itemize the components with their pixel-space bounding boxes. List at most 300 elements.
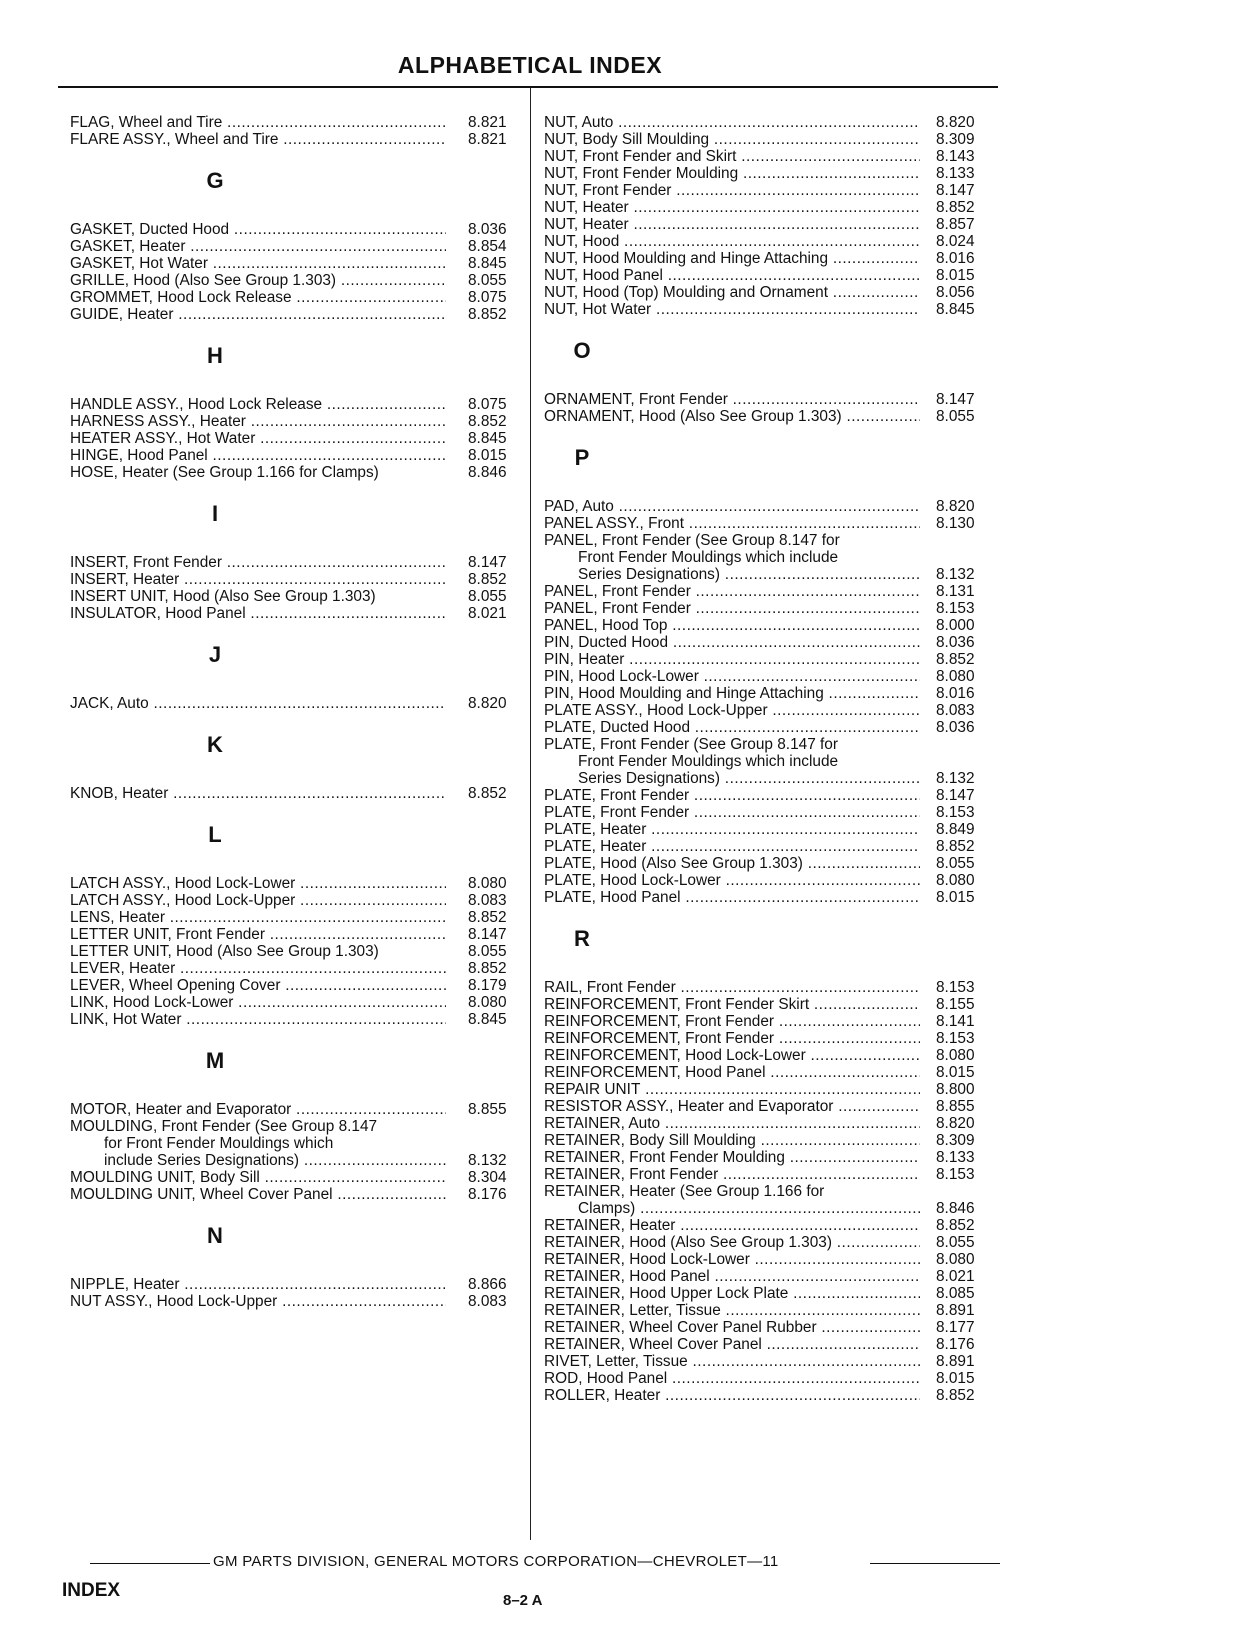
entry-name: GASKET, Hot Water ..... <box>70 255 446 272</box>
index-entry <box>544 1370 990 1387</box>
entry-name: REINFORCEMENT, Hood Lock-Lower ..... <box>544 1047 920 1064</box>
entry-name: PLATE, Ducted Hood ..... <box>544 719 920 736</box>
entry-group-number: 8.304 <box>468 1169 507 1186</box>
entry-group-number: 8.852 <box>468 960 507 977</box>
entry-name: REINFORCEMENT, Front Fender Skirt ..... <box>544 996 920 1013</box>
entry-group-number: 8.080 <box>936 1047 975 1064</box>
section-letter: L <box>208 822 222 847</box>
entry-group-number: 8.130 <box>936 515 975 532</box>
entry-group-number: 8.153 <box>936 1166 975 1183</box>
index-entry <box>70 1152 520 1169</box>
index-entry <box>544 600 990 617</box>
index-entry <box>544 821 990 838</box>
entry-name: HARNESS ASSY., Heater ..... <box>70 413 446 430</box>
index-entry <box>544 549 990 566</box>
entry-name: Series Designations) ..... <box>578 770 920 787</box>
entry-name: NUT, Hood Moulding and Hinge Attaching ..... <box>544 250 920 267</box>
page-title: ALPHABETICAL INDEX <box>397 52 663 78</box>
entry-group-number: 8.080 <box>936 872 975 889</box>
index-entry <box>70 131 520 148</box>
entry-group-number: 8.852 <box>468 306 507 323</box>
index-entry <box>70 554 520 571</box>
entry-group-number: 8.800 <box>936 1081 975 1098</box>
entry-group-number: 8.036 <box>936 719 975 736</box>
index-entry <box>544 838 990 855</box>
footer-rule-left <box>90 1563 210 1564</box>
index-entry <box>544 566 990 583</box>
entry-group-number: 8.000 <box>936 617 975 634</box>
entry-name: RETAINER, Heater (See Group 1.166 for <box>544 1183 825 1200</box>
entry-group-number: 8.852 <box>468 571 507 588</box>
entry-group-number: 8.055 <box>468 588 507 605</box>
entry-group-number: 8.021 <box>936 1268 975 1285</box>
index-entry <box>70 588 520 605</box>
index-entry <box>544 702 990 719</box>
index-entry <box>70 1118 520 1135</box>
entry-name: PIN, Heater ..... <box>544 651 920 668</box>
entry-group-number: 8.845 <box>468 1011 507 1028</box>
index-entry <box>544 1251 990 1268</box>
entry-group-number: 8.852 <box>936 838 975 855</box>
page-number: 8–2 A <box>503 1592 543 1609</box>
entry-group-number: 8.866 <box>468 1276 507 1293</box>
index-entry <box>70 785 520 802</box>
index-entry <box>544 1149 990 1166</box>
index-entry <box>70 1186 520 1203</box>
entry-group-number: 8.845 <box>468 430 507 447</box>
entry-group-number: 8.153 <box>936 600 975 617</box>
entry-group-number: 8.133 <box>936 1149 975 1166</box>
entry-name: LETTER UNIT, Front Fender ..... <box>70 926 446 943</box>
entry-group-number: 8.147 <box>468 554 507 571</box>
index-entry <box>544 1387 990 1404</box>
entry-name: REINFORCEMENT, Front Fender ..... <box>544 1030 920 1047</box>
index-entry <box>544 753 990 770</box>
entry-name: LINK, Hot Water ..... <box>70 1011 446 1028</box>
index-entry <box>544 736 990 753</box>
entry-group-number: 8.147 <box>936 182 975 199</box>
entry-name: REINFORCEMENT, Front Fender ..... <box>544 1013 920 1030</box>
entry-name: INSERT, Heater ..... <box>70 571 446 588</box>
entry-name: KNOB, Heater ..... <box>70 785 446 802</box>
entry-name: MOULDING UNIT, Wheel Cover Panel ..... <box>70 1186 446 1203</box>
index-entry <box>544 1064 990 1081</box>
entry-group-number: 8.845 <box>468 255 507 272</box>
entry-group-number: 8.080 <box>936 668 975 685</box>
entry-name: PLATE, Front Fender ..... <box>544 804 920 821</box>
entry-group-number: 8.143 <box>936 148 975 165</box>
entry-name: PIN, Hood Lock-Lower ..... <box>544 668 920 685</box>
index-entry <box>544 1336 990 1353</box>
index-entry <box>70 1135 520 1152</box>
entry-name: REINFORCEMENT, Hood Panel ..... <box>544 1064 920 1081</box>
entry-name: PLATE, Hood (Also See Group 1.303) ..... <box>544 855 920 872</box>
index-entry <box>544 1115 990 1132</box>
index-entry <box>544 979 990 996</box>
entry-name: RETAINER, Wheel Cover Panel Rubber ..... <box>544 1319 920 1336</box>
index-entry <box>70 272 520 289</box>
section-letter: K <box>207 732 223 757</box>
entry-name: RETAINER, Heater ..... <box>544 1217 920 1234</box>
index-entry <box>544 1013 990 1030</box>
entry-name: PLATE ASSY., Hood Lock-Upper ..... <box>544 702 920 719</box>
index-entry <box>70 413 520 430</box>
index-entry <box>544 216 990 233</box>
entry-group-number: 8.083 <box>936 702 975 719</box>
entry-name: NUT, Hood Panel ..... <box>544 267 920 284</box>
entry-name: PANEL, Hood Top ..... <box>544 617 920 634</box>
entry-name: HOSE, Heater (See Group 1.166 for Clamps) <box>70 464 379 481</box>
index-entry <box>70 114 520 131</box>
index-entry <box>544 532 990 549</box>
index-entry <box>544 1166 990 1183</box>
entry-name: PANEL, Front Fender ..... <box>544 600 920 617</box>
section-letter: O <box>573 338 591 363</box>
entry-name: NUT, Heater ..... <box>544 216 920 233</box>
entry-group-number: 8.016 <box>936 685 975 702</box>
entry-group-number: 8.015 <box>936 1064 975 1081</box>
index-entry <box>70 1293 520 1310</box>
index-entry <box>544 1285 990 1302</box>
index-entry <box>70 221 520 238</box>
footer-text: GM PARTS DIVISION, GENERAL MOTORS CORPORATION—CHEVROLET—11 <box>213 1553 779 1570</box>
index-entry <box>544 1234 990 1251</box>
entry-name: RETAINER, Letter, Tissue ..... <box>544 1302 920 1319</box>
entry-name: PLATE, Front Fender (See Group 8.147 for <box>544 736 838 753</box>
entry-name: MOTOR, Heater and Evaporator ..... <box>70 1101 446 1118</box>
index-entry <box>544 719 990 736</box>
entry-group-number: 8.055 <box>936 408 975 425</box>
index-entry <box>70 892 520 909</box>
entry-name: RETAINER, Auto ..... <box>544 1115 920 1132</box>
entry-name: PLATE, Hood Lock-Lower ..... <box>544 872 920 889</box>
entry-name: PANEL ASSY., Front ..... <box>544 515 920 532</box>
index-entry <box>70 255 520 272</box>
entry-group-number: 8.080 <box>468 875 507 892</box>
entry-group-number: 8.820 <box>936 114 975 131</box>
entry-group-number: 8.155 <box>936 996 975 1013</box>
index-entry <box>70 306 520 323</box>
entry-group-number: 8.036 <box>468 221 507 238</box>
entry-name: LATCH ASSY., Hood Lock-Lower ..... <box>70 875 446 892</box>
index-entry <box>544 233 990 250</box>
entry-name: ORNAMENT, Front Fender ..... <box>544 391 920 408</box>
entry-group-number: 8.132 <box>468 1152 507 1169</box>
entry-name: PLATE, Hood Panel ..... <box>544 889 920 906</box>
entry-group-number: 8.083 <box>468 892 507 909</box>
entry-group-number: 8.820 <box>468 695 507 712</box>
entry-name: FLAG, Wheel and Tire ..... <box>70 114 446 131</box>
index-entry <box>544 250 990 267</box>
index-entry <box>544 668 990 685</box>
entry-name: LEVER, Wheel Opening Cover ..... <box>70 977 446 994</box>
entry-name: GROMMET, Hood Lock Release ..... <box>70 289 446 306</box>
index-entry <box>544 1098 990 1115</box>
entry-group-number: 8.147 <box>936 787 975 804</box>
index-entry <box>544 182 990 199</box>
entry-group-number: 8.055 <box>936 855 975 872</box>
entry-name: for Front Fender Mouldings which <box>104 1135 334 1152</box>
entry-group-number: 8.849 <box>936 821 975 838</box>
index-entry <box>544 855 990 872</box>
entry-name: RETAINER, Front Fender Moulding ..... <box>544 1149 920 1166</box>
entry-group-number: 8.133 <box>936 165 975 182</box>
entry-group-number: 8.016 <box>936 250 975 267</box>
entry-name: INSERT, Front Fender ..... <box>70 554 446 571</box>
entry-name: MOULDING UNIT, Body Sill ..... <box>70 1169 446 1186</box>
index-entry <box>544 408 990 425</box>
index-entry <box>544 1353 990 1370</box>
index-entry <box>70 396 520 413</box>
entry-group-number: 8.852 <box>468 785 507 802</box>
entry-name: Series Designations) ..... <box>578 566 920 583</box>
footer-rule-right <box>870 1563 1000 1564</box>
entry-group-number: 8.852 <box>468 413 507 430</box>
entry-group-number: 8.085 <box>936 1285 975 1302</box>
entry-group-number: 8.852 <box>936 651 975 668</box>
entry-group-number: 8.056 <box>936 284 975 301</box>
entry-group-number: 8.015 <box>936 889 975 906</box>
entry-group-number: 8.080 <box>936 1251 975 1268</box>
entry-group-number: 8.153 <box>936 1030 975 1047</box>
entry-group-number: 8.846 <box>936 1200 975 1217</box>
index-entry <box>544 1183 990 1200</box>
index-entry <box>544 787 990 804</box>
entry-group-number: 8.176 <box>936 1336 975 1353</box>
entry-group-number: 8.015 <box>936 1370 975 1387</box>
index-entry <box>544 634 990 651</box>
entry-name: PANEL, Front Fender ..... <box>544 583 920 600</box>
entry-name: RIVET, Letter, Tissue ..... <box>544 1353 920 1370</box>
entry-group-number: 8.845 <box>936 301 975 318</box>
entry-group-number: 8.852 <box>936 1217 975 1234</box>
index-entry <box>544 515 990 532</box>
entry-name: RETAINER, Hood Panel ..... <box>544 1268 920 1285</box>
entry-group-number: 8.015 <box>936 267 975 284</box>
index-entry <box>70 571 520 588</box>
section-letter: J <box>208 642 222 667</box>
index-entry <box>544 1132 990 1149</box>
entry-name: NUT ASSY., Hood Lock-Upper ..... <box>70 1293 446 1310</box>
index-entry <box>544 1200 990 1217</box>
index-entry <box>70 605 520 622</box>
entry-group-number: 8.132 <box>936 566 975 583</box>
section-letter: N <box>207 1223 223 1248</box>
entry-group-number: 8.153 <box>936 979 975 996</box>
entry-group-number: 8.036 <box>936 634 975 651</box>
entry-name: INSERT UNIT, Hood (Also See Group 1.303) <box>70 588 376 605</box>
index-entry <box>544 617 990 634</box>
entry-group-number: 8.177 <box>936 1319 975 1336</box>
entry-name: INSULATOR, Hood Panel ..... <box>70 605 446 622</box>
entry-name: LINK, Hood Lock-Lower ..... <box>70 994 446 1011</box>
title-rule <box>58 86 998 88</box>
entry-group-number: 8.852 <box>936 199 975 216</box>
entry-group-number: 8.821 <box>468 114 507 131</box>
entry-name: RETAINER, Body Sill Moulding ..... <box>544 1132 920 1149</box>
index-entry <box>544 996 990 1013</box>
index-entry <box>544 1319 990 1336</box>
index-entry <box>70 238 520 255</box>
entry-name: ROD, Hood Panel ..... <box>544 1370 920 1387</box>
index-entry <box>544 148 990 165</box>
right-index-column <box>544 114 990 1404</box>
entry-group-number: 8.147 <box>936 391 975 408</box>
index-entry <box>70 1101 520 1118</box>
section-letter: I <box>211 501 219 526</box>
entry-group-number: 8.852 <box>936 1387 975 1404</box>
entry-name: NUT, Hood ..... <box>544 233 920 250</box>
entry-group-number: 8.820 <box>936 1115 975 1132</box>
entry-name: PAD, Auto ..... <box>544 498 920 515</box>
entry-name: include Series Designations) ..... <box>104 1152 446 1169</box>
entry-group-number: 8.855 <box>468 1101 507 1118</box>
entry-name: MOULDING, Front Fender (See Group 8.147 <box>70 1118 378 1135</box>
entry-group-number: 8.080 <box>468 994 507 1011</box>
index-entry <box>544 498 990 515</box>
entry-name: JACK, Auto ..... <box>70 695 446 712</box>
entry-group-number: 8.176 <box>468 1186 507 1203</box>
entry-group-number: 8.309 <box>936 1132 975 1149</box>
entry-group-number: 8.024 <box>936 233 975 250</box>
entry-group-number: 8.147 <box>468 926 507 943</box>
index-entry <box>70 289 520 306</box>
section-letter: H <box>207 343 223 368</box>
section-letter: M <box>205 1048 225 1073</box>
index-entry <box>70 875 520 892</box>
entry-name: Clamps) ..... <box>578 1200 920 1217</box>
left-index-column <box>70 114 520 1310</box>
entry-name: RAIL, Front Fender ..... <box>544 979 920 996</box>
entry-name: GASKET, Heater ..... <box>70 238 446 255</box>
index-entry <box>544 583 990 600</box>
entry-name: NIPPLE, Heater ..... <box>70 1276 446 1293</box>
entry-group-number: 8.891 <box>936 1353 975 1370</box>
index-entry <box>544 804 990 821</box>
entry-name: GASKET, Ducted Hood ..... <box>70 221 446 238</box>
entry-name: NUT, Front Fender and Skirt ..... <box>544 148 920 165</box>
entry-name: ROLLER, Heater ..... <box>544 1387 920 1404</box>
entry-name: PLATE, Heater ..... <box>544 838 920 855</box>
entry-group-number: 8.055 <box>468 943 507 960</box>
index-entry <box>544 131 990 148</box>
entry-group-number: 8.179 <box>468 977 507 994</box>
index-entry <box>544 872 990 889</box>
entry-name: LETTER UNIT, Hood (Also See Group 1.303) <box>70 943 379 960</box>
index-entry <box>544 685 990 702</box>
entry-name: HANDLE ASSY., Hood Lock Release ..... <box>70 396 446 413</box>
entry-name: PANEL, Front Fender (See Group 8.147 for <box>544 532 840 549</box>
entry-name: PIN, Ducted Hood ..... <box>544 634 920 651</box>
entry-group-number: 8.854 <box>468 238 507 255</box>
index-entry <box>70 1011 520 1028</box>
entry-name: HINGE, Hood Panel ..... <box>70 447 446 464</box>
index-entry <box>70 1276 520 1293</box>
index-entry <box>544 391 990 408</box>
entry-group-number: 8.055 <box>936 1234 975 1251</box>
entry-name: NUT, Hot Water ..... <box>544 301 920 318</box>
entry-name: LATCH ASSY., Hood Lock-Upper ..... <box>70 892 446 909</box>
entry-name: PLATE, Front Fender ..... <box>544 787 920 804</box>
index-entry <box>544 284 990 301</box>
entry-group-number: 8.141 <box>936 1013 975 1030</box>
entry-name: NUT, Body Sill Moulding ..... <box>544 131 920 148</box>
entry-name: HEATER ASSY., Hot Water ..... <box>70 430 446 447</box>
entry-group-number: 8.855 <box>936 1098 975 1115</box>
entry-name: RETAINER, Front Fender ..... <box>544 1166 920 1183</box>
entry-group-number: 8.820 <box>936 498 975 515</box>
entry-name: NUT, Hood (Top) Moulding and Ornament ..... <box>544 284 920 301</box>
index-entry <box>544 199 990 216</box>
entry-name: RESISTOR ASSY., Heater and Evaporator ..... <box>544 1098 920 1115</box>
index-entry <box>544 267 990 284</box>
entry-group-number: 8.821 <box>468 131 507 148</box>
entry-name: NUT, Auto ..... <box>544 114 920 131</box>
entry-group-number: 8.857 <box>936 216 975 233</box>
column-divider <box>530 88 531 1540</box>
section-letter: R <box>574 926 590 951</box>
index-entry <box>544 1268 990 1285</box>
entry-group-number: 8.055 <box>468 272 507 289</box>
entry-name: LENS, Heater ..... <box>70 909 446 926</box>
index-entry <box>544 301 990 318</box>
index-entry <box>544 1081 990 1098</box>
entry-name: LEVER, Heater ..... <box>70 960 446 977</box>
index-entry <box>544 889 990 906</box>
index-entry <box>70 1169 520 1186</box>
index-entry <box>544 1217 990 1234</box>
index-entry <box>544 651 990 668</box>
entry-name: GRILLE, Hood (Also See Group 1.303) ..... <box>70 272 446 289</box>
entry-group-number: 8.846 <box>468 464 507 481</box>
entry-group-number: 8.083 <box>468 1293 507 1310</box>
index-entry <box>544 1047 990 1064</box>
index-entry <box>70 909 520 926</box>
index-entry <box>544 114 990 131</box>
entry-group-number: 8.015 <box>468 447 507 464</box>
index-entry <box>544 165 990 182</box>
section-letter: P <box>574 445 590 470</box>
entry-name: RETAINER, Wheel Cover Panel ..... <box>544 1336 920 1353</box>
entry-name: NUT, Heater ..... <box>544 199 920 216</box>
entry-name: RETAINER, Hood Lock-Lower ..... <box>544 1251 920 1268</box>
entry-group-number: 8.153 <box>936 804 975 821</box>
entry-group-number: 8.891 <box>936 1302 975 1319</box>
footer-section-label: INDEX <box>62 1580 121 1601</box>
index-entry <box>70 695 520 712</box>
entry-group-number: 8.075 <box>468 289 507 306</box>
entry-name: PLATE, Heater ..... <box>544 821 920 838</box>
index-entry <box>70 994 520 1011</box>
index-entry <box>70 430 520 447</box>
entry-name: Front Fender Mouldings which include <box>578 753 839 770</box>
entry-name: NUT, Front Fender ..... <box>544 182 920 199</box>
index-entry <box>544 1030 990 1047</box>
entry-name: Front Fender Mouldings which include <box>578 549 839 566</box>
entry-name: ORNAMENT, Hood (Also See Group 1.303) ..... <box>544 408 920 425</box>
entry-group-number: 8.309 <box>936 131 975 148</box>
entry-name: NUT, Front Fender Moulding ..... <box>544 165 920 182</box>
entry-group-number: 8.075 <box>468 396 507 413</box>
entry-name: RETAINER, Hood (Also See Group 1.303) ..... <box>544 1234 920 1251</box>
entry-name: REPAIR UNIT ..... <box>544 1081 920 1098</box>
entry-name: GUIDE, Heater ..... <box>70 306 446 323</box>
entry-name: RETAINER, Hood Upper Lock Plate ..... <box>544 1285 920 1302</box>
entry-group-number: 8.132 <box>936 770 975 787</box>
index-entry <box>544 770 990 787</box>
entry-name: PIN, Hood Moulding and Hinge Attaching ..... <box>544 685 920 702</box>
index-entry <box>544 1302 990 1319</box>
